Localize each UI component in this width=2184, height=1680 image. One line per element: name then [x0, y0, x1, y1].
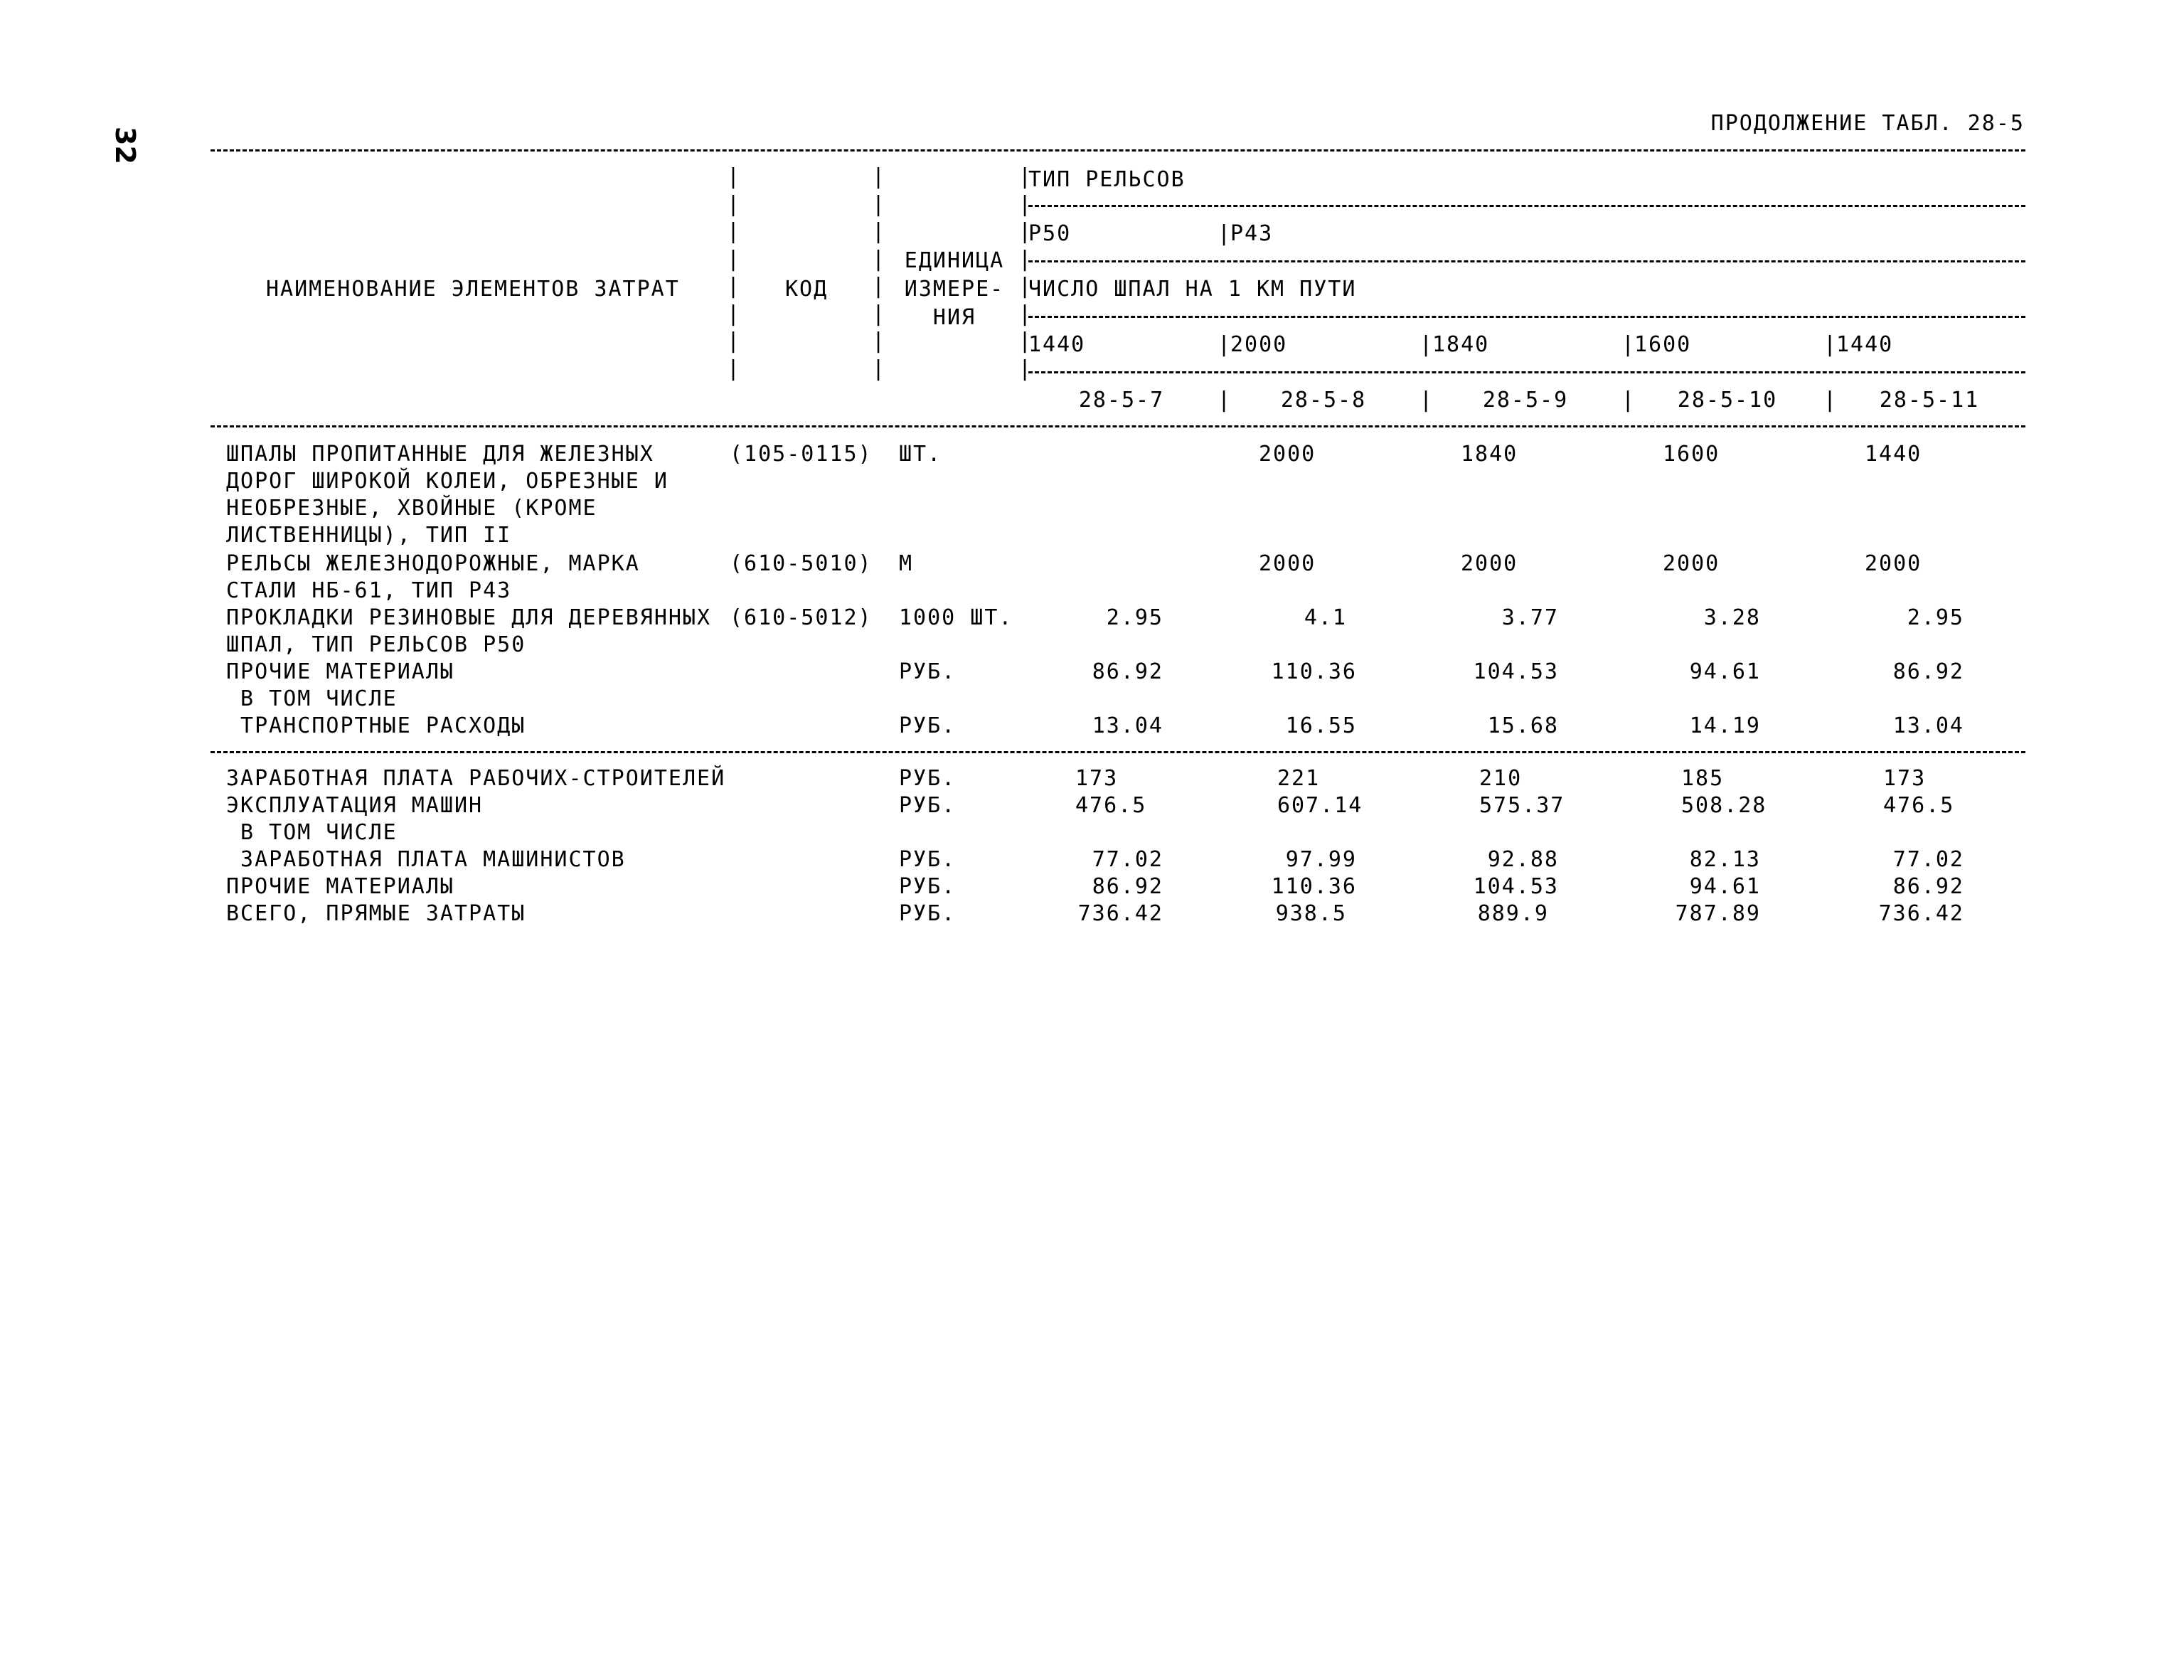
row-pads-unit: 1000 ШТ.: [899, 605, 1013, 630]
header-unit-1: ЕДИНИЦА: [904, 248, 1005, 273]
header-name: НАИМЕНОВАНИЕ ЭЛЕМЕНТОВ ЗАТРАТ: [266, 277, 680, 302]
row-pads-code: (610-5012): [730, 605, 873, 630]
row-machines-val-4: 508.28: [1681, 793, 1767, 818]
code-divider-3: |: [1419, 388, 1434, 413]
row-wages-val-1: 173: [1075, 766, 1119, 791]
row-sleepers-val-5: 1440: [1865, 442, 1922, 467]
row-machines-val-5: 476.5: [1883, 793, 1955, 818]
row-other-val-1: 86.92: [1092, 659, 1163, 684]
column-code-4: 28-5-10: [1677, 388, 1778, 413]
row-othermat-val-2: 110.36: [1271, 874, 1357, 899]
row-total-val-4: 787.89: [1675, 901, 1761, 926]
row-transport-line-1: ТРАНСПОРТНЫЕ РАСХОДЫ: [226, 713, 526, 738]
header-unit-3: НИЯ: [932, 305, 976, 330]
row-other-val-3: 104.53: [1473, 659, 1559, 684]
row-other-val-5: 86.92: [1892, 659, 1964, 684]
header-rail-type: ТИП РЕЛЬСОВ: [1028, 167, 1186, 192]
row-rails-val-4: 2000: [1663, 551, 1720, 576]
row-rails-val-5: 2000: [1865, 551, 1922, 576]
header-rail-p50: Р50: [1028, 221, 1072, 246]
row-othermat-unit: РУБ.: [899, 874, 957, 899]
code-divider-5: |: [1823, 388, 1838, 413]
row-rails-val-2: 2000: [1259, 551, 1316, 576]
row-othermat-val-1: 86.92: [1092, 874, 1163, 899]
row-pads-val-4: 3.28: [1703, 605, 1761, 630]
column-code-3: 28-5-9: [1482, 388, 1569, 413]
row-wages-val-4: 185: [1681, 766, 1725, 791]
row-transport-val-4: 14.19: [1689, 713, 1761, 738]
row-pads-val-2: 4.1: [1304, 605, 1347, 630]
row-transport-val-3: 15.68: [1487, 713, 1559, 738]
row-transport-val-5: 13.04: [1892, 713, 1964, 738]
row-operators-val-4: 82.13: [1689, 847, 1761, 872]
row-operators-val-5: 77.02: [1892, 847, 1964, 872]
row-total-val-1: 736.42: [1077, 901, 1163, 926]
column-code-1: 28-5-7: [1078, 388, 1165, 413]
row-othermat-val-3: 104.53: [1473, 874, 1559, 899]
row-operators-line-1: ЗАРАБОТНАЯ ПЛАТА МАШИНИСТОВ: [226, 847, 626, 872]
header-divider-2: | | | | | | | |: [872, 164, 887, 381]
row-machines-val-2: 607.14: [1277, 793, 1363, 818]
header-sleepers: ЧИСЛО ШПАЛ НА 1 КМ ПУТИ: [1028, 277, 1357, 302]
row-total-line-1: ВСЕГО, ПРЯМЫЕ ЗАТРАТЫ: [226, 901, 526, 926]
sleeper-divider-4: |: [1621, 332, 1636, 357]
row-machines-unit: РУБ.: [899, 793, 957, 818]
sleeper-count-5: 1440: [1836, 332, 1894, 357]
row-other-val-2: 110.36: [1271, 659, 1357, 684]
column-code-2: 28-5-8: [1280, 388, 1367, 413]
row-operators-val-3: 92.88: [1487, 847, 1559, 872]
rule-section: [211, 751, 2025, 753]
rule-h1: [1028, 205, 2025, 207]
row-sleepers-line-3: НЕОБРЕЗНЫЕ, ХВОЙНЫЕ (КРОМЕ: [226, 496, 597, 521]
row-pads-line-2: ШПАЛ, ТИП РЕЛЬСОВ Р50: [226, 632, 526, 657]
row-sleepers-line-4: ЛИСТВЕННИЦЫ), ТИП II: [226, 523, 512, 548]
row-rails-unit: М: [899, 551, 914, 576]
row-rails-code: (610-5010): [730, 551, 873, 576]
header-divider-1: | | | | | | | |: [727, 164, 742, 381]
row-operators-unit: РУБ.: [899, 847, 957, 872]
row-sleepers-line-2: ДОРОГ ШИРОКОЙ КОЛЕИ, ОБРЕЗНЫЕ И: [226, 469, 668, 494]
sleeper-count-3: 1840: [1432, 332, 1490, 357]
row-sleepers-line-1: ШПАЛЫ ПРОПИТАННЫЕ ДЛЯ ЖЕЛЕЗНЫХ: [226, 442, 654, 467]
row-total-val-3: 889.9: [1477, 901, 1549, 926]
row-wages-line-1: ЗАРАБОТНАЯ ПЛАТА РАБОЧИХ-СТРОИТЕЛЕЙ: [226, 766, 726, 791]
sleeper-count-1: 1440: [1028, 332, 1086, 357]
row-total-val-5: 736.42: [1878, 901, 1964, 926]
row-other-line-1: ПРОЧИЕ МАТЕРИАЛЫ: [226, 659, 454, 684]
row-pads-val-1: 2.95: [1106, 605, 1163, 630]
rule-h2: [1028, 260, 2025, 262]
sleeper-count-2: 2000: [1230, 332, 1288, 357]
row-othermat-line-1: ПРОЧИЕ МАТЕРИАЛЫ: [226, 874, 454, 899]
row-othermat-val-5: 86.92: [1892, 874, 1964, 899]
sleeper-count-4: 1600: [1634, 332, 1692, 357]
sleeper-divider-5: |: [1823, 332, 1838, 357]
rule-h3: [1028, 316, 2025, 318]
row-wages-val-2: 221: [1277, 766, 1321, 791]
row-othermat-val-4: 94.61: [1689, 874, 1761, 899]
row-total-unit: РУБ.: [899, 901, 957, 926]
sleeper-divider-3: |: [1419, 332, 1434, 357]
row-transport-val-2: 16.55: [1285, 713, 1357, 738]
code-divider-4: |: [1621, 388, 1636, 413]
rule-top: [211, 149, 2025, 151]
column-code-5: 28-5-11: [1879, 388, 1980, 413]
row-pads-val-5: 2.95: [1907, 605, 1964, 630]
row-pads-line-1: ПРОКЛАДКИ РЕЗИНОВЫЕ ДЛЯ ДЕРЕВЯННЫХ: [226, 605, 712, 630]
header-rail-p43: Р43: [1230, 221, 1274, 246]
row-sleepers-val-2: 2000: [1259, 442, 1316, 467]
row-wages-val-5: 173: [1883, 766, 1927, 791]
row-rails-line-1: РЕЛЬСЫ ЖЕЛЕЗНОДОРОЖНЫЕ, МАРКА: [226, 551, 640, 576]
row-pads-val-3: 3.77: [1501, 605, 1559, 630]
row-other-val-4: 94.61: [1689, 659, 1761, 684]
row-other-line-2: В ТОМ ЧИСЛЕ: [226, 686, 398, 711]
rule-h4: [1028, 371, 2025, 373]
header-rail-divider: |: [1218, 221, 1232, 246]
page-number: 32: [110, 127, 141, 164]
row-operators-val-1: 77.02: [1092, 847, 1163, 872]
row-wages-unit: РУБ.: [899, 766, 957, 791]
row-rails-line-2: СТАЛИ НБ-61, ТИП Р43: [226, 578, 512, 603]
row-total-val-2: 938.5: [1275, 901, 1347, 926]
row-other-unit: РУБ.: [899, 659, 957, 684]
header-divider-3: | | | | | | | |: [1018, 164, 1033, 381]
code-divider-2: |: [1218, 388, 1232, 413]
row-sleepers-val-4: 1600: [1663, 442, 1720, 467]
row-machines-val-1: 476.5: [1075, 793, 1147, 818]
row-sleepers-val-3: 1840: [1461, 442, 1518, 467]
row-machines-line-2: В ТОМ ЧИСЛЕ: [226, 820, 398, 845]
row-machines-line-1: ЭКСПЛУАТАЦИЯ МАШИН: [226, 793, 484, 818]
row-wages-val-3: 210: [1479, 766, 1523, 791]
table-caption: ПРОДОЛЖЕНИЕ ТАБЛ. 28-5: [1710, 111, 2025, 136]
row-operators-val-2: 97.99: [1285, 847, 1357, 872]
row-transport-unit: РУБ.: [899, 713, 957, 738]
row-sleepers-unit: ШТ.: [899, 442, 942, 467]
rule-header-bottom: [211, 425, 2025, 427]
row-sleepers-code: (105-0115): [730, 442, 873, 467]
row-transport-val-1: 13.04: [1092, 713, 1163, 738]
row-rails-val-3: 2000: [1461, 551, 1518, 576]
header-code: КОД: [785, 277, 829, 302]
row-machines-val-3: 575.37: [1479, 793, 1565, 818]
sleeper-divider-2: |: [1218, 332, 1232, 357]
header-unit-2: ИЗМЕРЕ-: [904, 277, 1005, 302]
